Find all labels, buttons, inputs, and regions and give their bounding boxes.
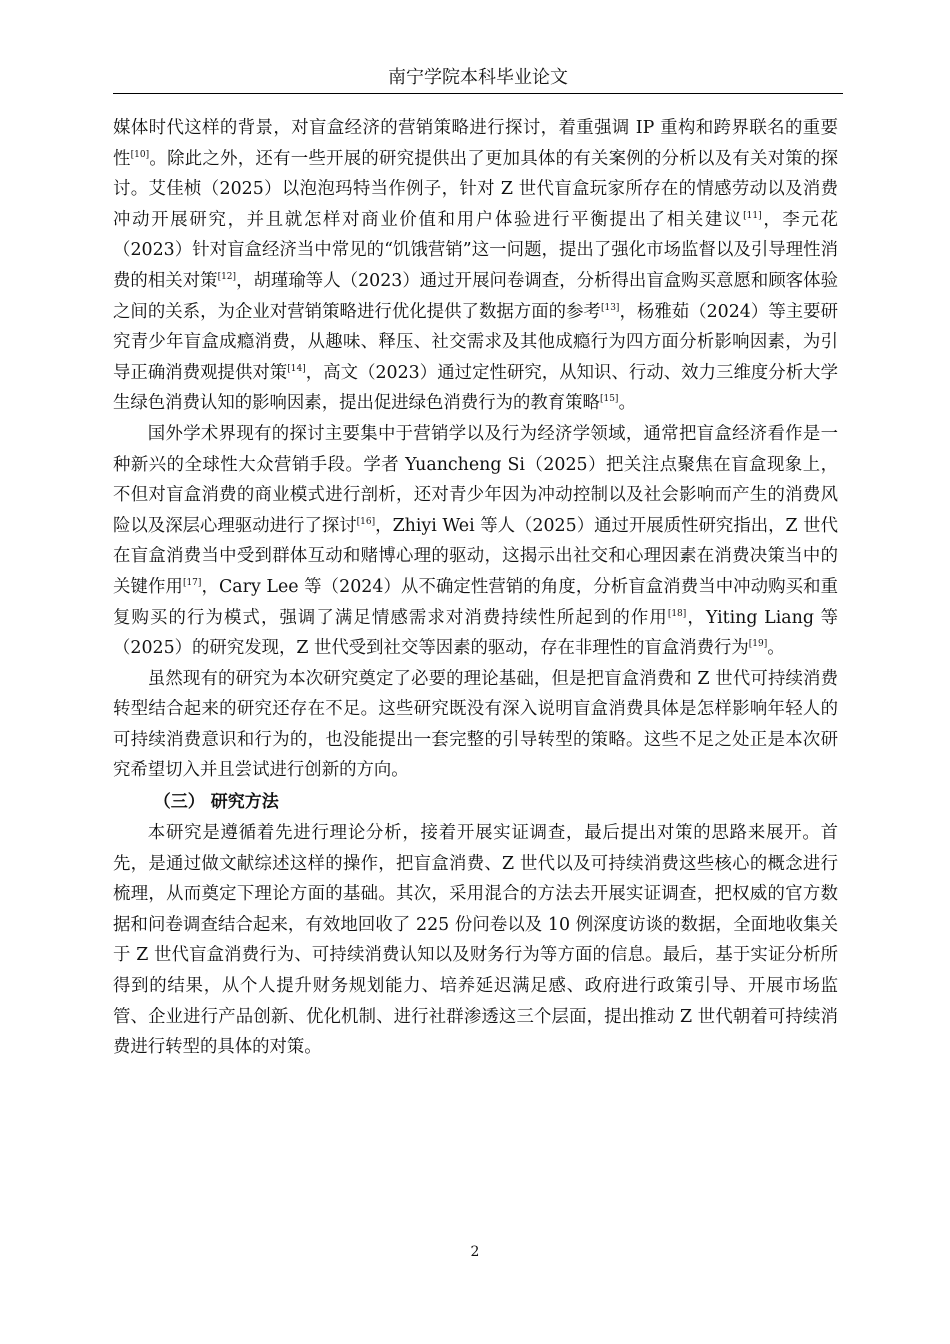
paragraph-text: ，胡瑾瑜等人（2023）通过开展问卷调查，分析得出盲盒购买意愿和顾客体验之间的关系，为企业对营销策略进行优化提供了数据方面的参考 bbox=[113, 270, 838, 322]
citation-mark: [17] bbox=[182, 578, 202, 589]
paragraph-text: ，李元花（2023）针对盲盒经济当中常见的“饥饿营销”这一问题，提出了强化市场监督以及引导理性消费的相关对策 bbox=[113, 209, 838, 291]
paragraph-text: 虽然现有的研究为本次研究奠定了必要的理论基础，但是把盲盒消费和 Z 世代可持续消费转型结合起来的研究还存在不足。这些研究既没有深入说明盲盒消费具体是怎样影响年轻人的可持续消费意识和行为的，也没能提出一套完整的引导转型的策略。这些不足之处正是本次研究希望切入并且尝试进行创新的方向。 bbox=[113, 668, 838, 781]
body-paragraph bbox=[113, 664, 838, 786]
citation-mark: [18] bbox=[667, 608, 687, 619]
citation-mark: [16] bbox=[356, 516, 376, 527]
citation-mark: [15] bbox=[599, 394, 619, 405]
paragraph-text: 媒体时代这样的背景，对盲盒经济的营销策略进行探讨，着重强调 IP 重构和跨界联名的重要性 bbox=[113, 118, 838, 169]
section-title: （三） 研究方法 bbox=[153, 792, 279, 813]
body-paragraphs bbox=[113, 113, 838, 786]
citation-mark: [12] bbox=[217, 272, 237, 283]
paragraph-text: 。 bbox=[618, 393, 636, 414]
header-title: 南宁学院本科毕业论文 bbox=[388, 67, 568, 88]
page-number: 2 bbox=[470, 1244, 480, 1260]
paragraph-text: ，Cary Lee 等（2024）从不确定性营销的角度，分析盲盒消费当中冲动购买和重复购买的行为模式，强调了满足情感需求对消费持续性所起到的作用 bbox=[113, 576, 838, 628]
paragraph-text: ，Zhiyi Wei 等人（2025）通过开展质性研究指出，Z 世代在盲盒消费当中受到群体互动和赌博心理的驱动，这揭示出社交和心理因素在消费决策当中的关键作用 bbox=[113, 515, 838, 597]
paragraph-text: 国外学术界现有的探讨主要集中于营销学以及行为经济学领域，通常把盲盒经济看作是一种新兴的全球性大众营销手段。学者 Yuancheng Si（2025）把关注点聚焦在盲盒现象上，不但对盲盒消费的商业模式进行剖析，还对青少年因为冲动控制以及社会影响而产生的消费风险以及深层心理驱动进行了探讨 bbox=[113, 423, 838, 536]
page-header bbox=[113, 66, 843, 94]
paragraph-text: ，高文（2023）通过定性研究，从知识、行动、效力三维度分析大学生绿色消费认知的影响因素，提出促进绿色消费行为的教育策略 bbox=[113, 362, 838, 414]
document-body bbox=[113, 113, 838, 1063]
citation-mark: [14] bbox=[287, 363, 306, 374]
citation-mark: [10] bbox=[130, 149, 150, 160]
body-paragraph bbox=[113, 113, 838, 419]
citation-mark: [11] bbox=[743, 210, 762, 221]
paragraph-text: 。 bbox=[767, 638, 785, 659]
paragraph-text: 。除此之外，还有一些开展的研究提供出了更加具体的有关案例的分析以及有关对策的探讨。艾佳桢（2025）以泡泡玛特当作例子，针对 Z 世代盲盒玩家所存在的情感劳动以及消费冲动开展研究，并且就怎样对商业价值和用户体验进行平衡提出了相关建议 bbox=[113, 148, 838, 230]
body-paragraph bbox=[113, 419, 838, 664]
citation-mark: [19] bbox=[748, 639, 768, 650]
method-paragraph: 本研究是遵循着先进行理论分析，接着开展实证调查，最后提出对策的思路来展开。首先，是通过做文献综述这样的操作，把盲盒消费、Z 世代以及可持续消费这些核心的概念进行梳理，从而奠定下理论方面的基础。其次，采用混合的方法去开展实证调查，把权威的官方数据和问卷调查结合起来，有效地回收了 225 份问卷以及 10 例深度访谈的数据，全面地收集关于 Z 世代盲盒消费行为、可持续消费认知以及财务行为等方面的信息。最后，基于实证分析所得到的结果，从个人提升财务规划能力、培养延迟满足感、政府进行政策引导、开展市场监管、企业进行产品创新、优化机制、进行社群渗透这三个层面，提出推动 Z 世代朝着可持续消费进行转型的具体的对策。 bbox=[113, 823, 838, 1058]
citation-mark: [13] bbox=[600, 302, 620, 313]
paragraph-text: ，Yiting Liang 等（2025）的研究发现，Z 世代受到社交等因素的驱动，存在非理性的盲盒消费行为 bbox=[113, 607, 838, 659]
paragraph-text: ，杨雅茹（2024）等主要研究青少年盲盒成瘾消费，从趣味、释压、社交需求及其他成瘾行为四方面分析影响因素，为引导正确消费观提供对策 bbox=[113, 301, 838, 383]
